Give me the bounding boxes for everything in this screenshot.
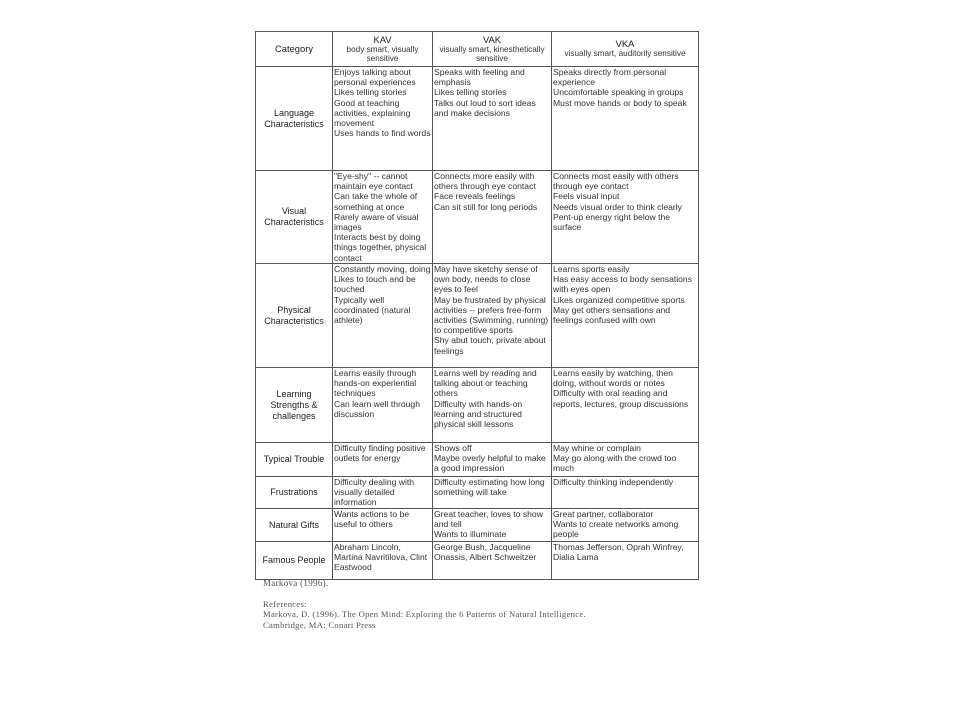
- vak-cell: [433, 264, 552, 368]
- vka-cell-line: Has easy access to body sensations with eyes open: [553, 274, 693, 295]
- header-vak: [433, 32, 552, 67]
- table-row: [256, 67, 699, 171]
- vak-cell-line: Connects more easily with others through eye contact: [434, 171, 536, 192]
- vka-cell-line: Great partner, collaborator: [553, 509, 654, 519]
- vak-cell-line: May have sketchy sense of own body, needs to close eyes to feel: [434, 264, 538, 295]
- vak-cell-line: Speaks with feeling and emphasis: [434, 67, 525, 88]
- vka-cell-line: Learns sports easily: [553, 264, 630, 274]
- vak-cell-line: Learns well by reading and talking about or teaching others: [434, 368, 537, 399]
- vka-cell-line: May get others sensations and feelings confused with own: [553, 304, 671, 326]
- header-vka-name: VKA: [615, 38, 635, 50]
- vka-cell-line: Learns easily by watching, then doing, without words or notes: [553, 368, 673, 389]
- header-kav-sub: body smart, visually sensitive: [346, 44, 419, 63]
- kav-cell-line: Interacts best by doing things together, physical contact: [334, 232, 427, 263]
- table-row: [256, 542, 699, 580]
- kav-cell-line: Can take the whole of something at once: [334, 191, 418, 212]
- vak-cell: [433, 171, 552, 264]
- kav-cell-line: Rarely aware of visual images: [334, 211, 419, 233]
- vak-cell-line: Shy abut touch, private about feelings: [434, 335, 546, 356]
- vka-cell-line: Difficulty with oral reading and reports, lectures, group discussions: [553, 388, 689, 409]
- category-cell: Frustrations: [256, 477, 333, 509]
- vak-cell: [433, 509, 552, 542]
- header-vka-sub: visually smart, auditorily sensitive: [564, 49, 686, 59]
- header-category-label: Category: [274, 42, 314, 54]
- kav-cell-line: Abraham Lincoln, Martina Navritilova, Clint Eastwood: [334, 542, 428, 573]
- header-vak-name: VAK: [482, 33, 502, 45]
- vak-cell-line: Difficulty estimating how long something will take: [434, 477, 545, 498]
- header-vak-sub: visually smart, kinesthetically sensitive: [439, 44, 545, 63]
- vak-cell-line: Difficulty with hands-on learning and structured physical skill lessons: [434, 398, 523, 430]
- vka-cell-line: Uncomfortable speaking in groups: [553, 87, 684, 98]
- vka-cell-line: Must move hands or body to speak: [553, 97, 687, 108]
- vka-cell: [552, 171, 699, 264]
- vak-cell-line: Can sit still for long periods: [434, 201, 538, 212]
- header-category: [256, 32, 333, 67]
- kav-cell-line: Learns easily through hands-on experiential techniques: [334, 368, 417, 399]
- vak-cell: [433, 67, 552, 171]
- vka-cell-line: Needs visual order to think clearly: [553, 201, 682, 212]
- vka-cell-line: Pent-up energy right below the surface: [553, 211, 671, 233]
- vka-cell-line: May whine or complain: [553, 443, 641, 453]
- vka-cell-line: Thomas Jefferson, Oprah Winfrey, Dialia Lama: [553, 542, 684, 563]
- table-row: [256, 477, 699, 509]
- table-body: [256, 67, 699, 580]
- vak-cell: [433, 368, 552, 443]
- vka-cell: [552, 368, 699, 443]
- vak-cell: [433, 477, 552, 509]
- figure-caption: Markova (1996).: [263, 578, 329, 588]
- vka-cell-line: May go along with the crowd too much: [553, 453, 677, 474]
- header-vka: [552, 32, 699, 67]
- kav-cell: [333, 264, 433, 368]
- vka-cell-line: Speaks directly from personal experience: [553, 67, 667, 88]
- kav-cell: [333, 509, 433, 542]
- table-row: [256, 443, 699, 477]
- table-row: [256, 509, 699, 542]
- vak-cell-line: George Bush, Jacqueline Onassis, Albert Schweitzer: [434, 542, 537, 563]
- vka-cell-line: Difficulty thinking independently: [553, 477, 674, 487]
- vka-cell: [552, 67, 699, 171]
- kav-cell: [333, 477, 433, 509]
- kav-cell-line: "Eye-shy" -- cannot maintain eye contact: [334, 171, 413, 192]
- vak-cell-line: Wants to illuminate: [434, 529, 507, 540]
- vak-cell-line: Likes telling stories: [434, 87, 507, 98]
- category-cell: Visual Characteristics: [256, 171, 333, 264]
- kav-cell-line: Good at teaching activities, explaining movement: [334, 97, 411, 129]
- category-cell: Famous People: [256, 542, 333, 580]
- vak-cell-line: Maybe overly helpful to make a good impression: [434, 453, 546, 474]
- category-cell: Typical Trouble: [256, 443, 333, 477]
- table-row: [256, 264, 699, 368]
- vka-cell: [552, 477, 699, 509]
- category-cell: Learning Strengths & challenges: [256, 368, 333, 443]
- learning-styles-table: [255, 31, 699, 580]
- kav-cell-line: Typically well coordinated (natural athlete): [334, 294, 411, 326]
- table-row: [256, 171, 699, 264]
- vak-cell-line: Shows off: [434, 443, 472, 453]
- kav-cell-line: Wants actions to be useful to others: [334, 509, 410, 530]
- vka-cell-line: Likes organized competitive sports: [553, 294, 685, 305]
- kav-cell: [333, 171, 433, 264]
- kav-cell: [333, 67, 433, 171]
- kav-cell-line: Can learn well through discussion: [334, 398, 420, 419]
- kav-cell: [333, 368, 433, 443]
- vka-cell: [552, 509, 699, 542]
- kav-cell-line: Uses hands to find words: [334, 128, 431, 139]
- category-cell: Natural Gifts: [256, 509, 333, 542]
- vak-cell: [433, 443, 552, 477]
- reference-line-1: Markova, D. (1996). The Open Mind: Exploring the 6 Patterns of Natural Intelligence.: [263, 609, 586, 620]
- vak-cell-line: Great teacher, loves to show and tell: [434, 509, 543, 530]
- references-block: [263, 599, 683, 630]
- vka-cell-line: Feels visual input: [553, 191, 620, 202]
- kav-cell-line: Constantly moving, doing: [334, 264, 431, 274]
- vak-cell: [433, 542, 552, 580]
- vak-cell-line: May be frustrated by physical activities -- prefers free-form activities (Swimming, running) to competitive sports: [434, 294, 549, 336]
- references-heading: References:: [263, 599, 307, 609]
- vak-cell-line: Face reveals feelings: [434, 191, 516, 202]
- kav-cell-line: Likes telling stories: [334, 87, 407, 98]
- vka-cell: [552, 443, 699, 477]
- kav-cell: [333, 542, 433, 580]
- table-row: [256, 368, 699, 443]
- vka-cell-line: Wants to create networks among people: [553, 519, 679, 540]
- header-row: [256, 32, 699, 67]
- reference-line-2: Cambridge, MA: Conari Press: [263, 619, 376, 630]
- header-kav: [333, 32, 433, 67]
- category-cell: Language Characteristics: [256, 67, 333, 171]
- category-cell: Physical Characteristics: [256, 264, 333, 368]
- vka-cell: [552, 542, 699, 580]
- vka-cell: [552, 264, 699, 368]
- vka-cell-line: Connects most easily with others through eye contact: [553, 171, 679, 192]
- kav-cell-line: Difficulty dealing with visually detailed information: [334, 477, 415, 508]
- kav-cell: [333, 443, 433, 477]
- vak-cell-line: Talks out loud to sort ideas and make decisions: [434, 97, 536, 118]
- kav-cell-line: Enjoys talking about personal experiences: [334, 67, 416, 88]
- kav-cell-line: Difficulty finding positive outlets for energy: [334, 443, 426, 464]
- kav-cell-line: Likes to touch and be touched: [334, 274, 416, 295]
- header-kav-name: KAV: [373, 33, 392, 45]
